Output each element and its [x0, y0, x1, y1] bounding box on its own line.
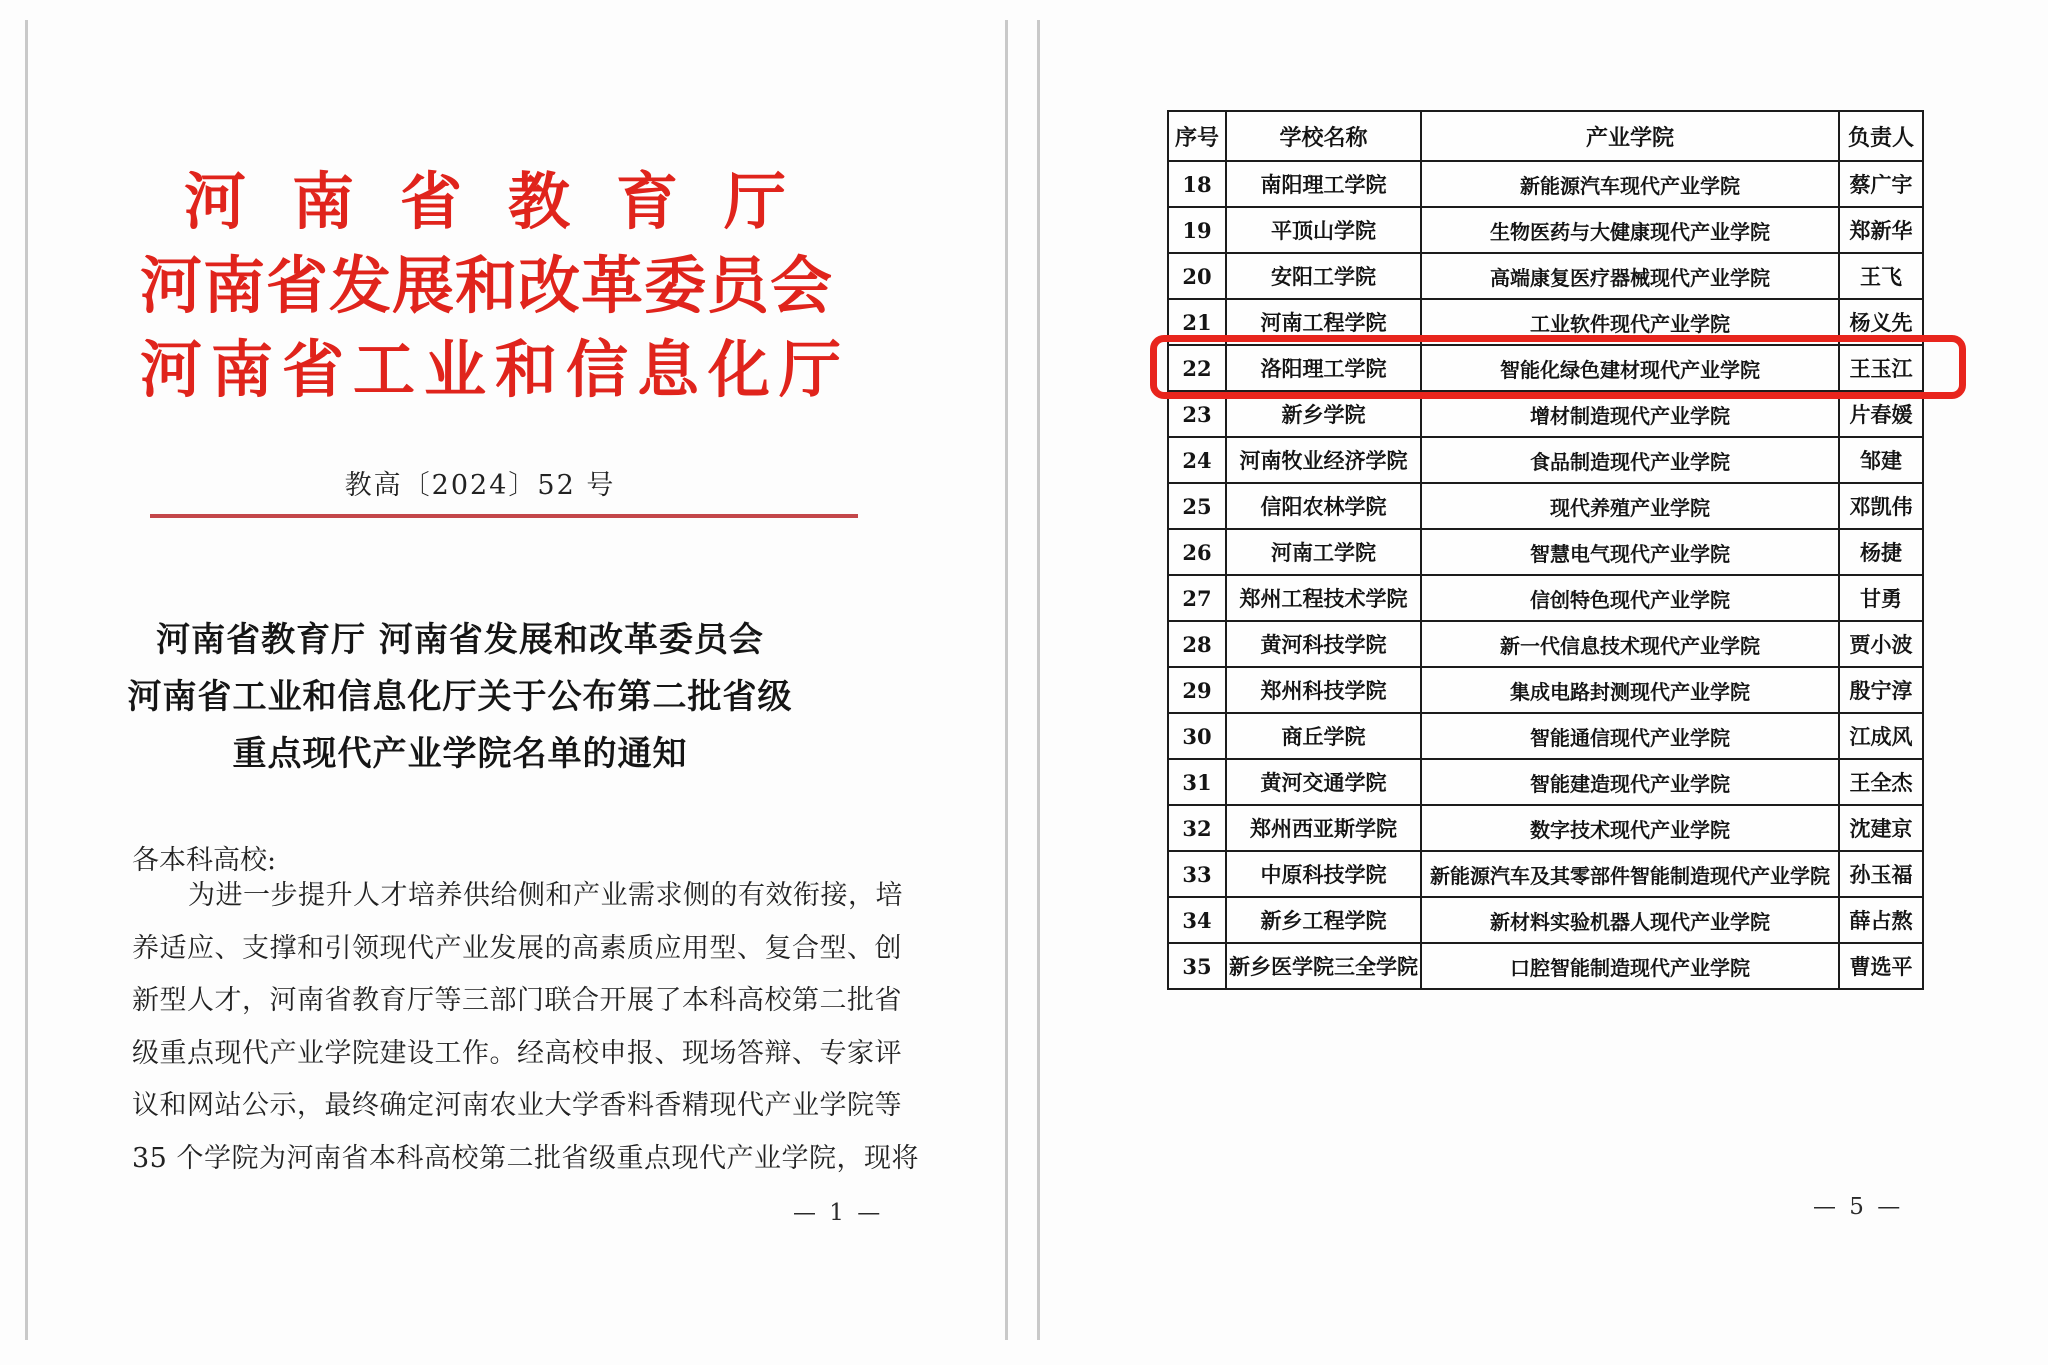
- body-line: 级重点现代产业学院建设工作。经高校申报、现场答辩、专家评: [132, 1037, 902, 1069]
- cell-college: 工业软件现代产业学院: [1421, 299, 1839, 345]
- cell-person: 邓凯伟: [1839, 483, 1923, 529]
- cell-school: 南阳理工学院: [1226, 161, 1421, 207]
- table-row: [1168, 253, 1923, 299]
- cell-college: 智能化绿色建材现代产业学院: [1421, 345, 1839, 391]
- document-letterhead: [140, 160, 851, 412]
- page-edge-line: [1005, 20, 1008, 1340]
- notice-title: [105, 612, 815, 783]
- cell-no: 18: [1168, 161, 1226, 207]
- cell-college: 智慧电气现代产业学院: [1421, 529, 1839, 575]
- cell-no: 31: [1168, 759, 1226, 805]
- cell-college: 高端康复医疗器械现代产业学院: [1421, 253, 1839, 299]
- cell-no: 25: [1168, 483, 1226, 529]
- cell-college: 新材料实验机器人现代产业学院: [1421, 897, 1839, 943]
- cell-person: 邹建: [1839, 437, 1923, 483]
- cell-person: 孙玉福: [1839, 851, 1923, 897]
- table-row: [1168, 299, 1923, 345]
- red-divider-line: [150, 514, 858, 518]
- page-edge-line: [1037, 20, 1040, 1340]
- cell-person: 薛占熬: [1839, 897, 1923, 943]
- table-row: [1168, 437, 1923, 483]
- cell-no: 30: [1168, 713, 1226, 759]
- cell-college: 集成电路封测现代产业学院: [1421, 667, 1839, 713]
- cell-college: 信创特色现代产业学院: [1421, 575, 1839, 621]
- colleges-table-body: [1168, 161, 1923, 989]
- table-row: [1168, 851, 1923, 897]
- agency-name-line: 河南省发展和改革委员会: [140, 249, 834, 322]
- cell-school: 郑州工程技术学院: [1226, 575, 1421, 621]
- cell-school: 洛阳理工学院: [1226, 345, 1421, 391]
- cell-person: 王全杰: [1839, 759, 1923, 805]
- cell-no: 32: [1168, 805, 1226, 851]
- table-row: [1168, 529, 1923, 575]
- cell-no: 24: [1168, 437, 1226, 483]
- cell-person: 贾小波: [1839, 621, 1923, 667]
- cell-person: 王飞: [1839, 253, 1923, 299]
- notice-title-line: 河南省工业和信息化厅关于公布第二批省级: [127, 677, 793, 717]
- cell-college: 数字技术现代产业学院: [1421, 805, 1839, 851]
- table-row: [1168, 161, 1923, 207]
- cell-college: 新能源汽车及其零部件智能制造现代产业学院: [1421, 851, 1839, 897]
- cell-school: 新乡工程学院: [1226, 897, 1421, 943]
- col-header: 序号: [1168, 111, 1226, 161]
- cell-college: 食品制造现代产业学院: [1421, 437, 1839, 483]
- cell-college: 智能建造现代产业学院: [1421, 759, 1839, 805]
- cell-school: 郑州科技学院: [1226, 667, 1421, 713]
- cell-school: 郑州西亚斯学院: [1226, 805, 1421, 851]
- table-row: [1168, 575, 1923, 621]
- cell-school: 新乡学院: [1226, 391, 1421, 437]
- table-header-row: [1168, 111, 1923, 161]
- col-header: 产业学院: [1421, 111, 1839, 161]
- page-number-right: — 5 —: [1813, 1194, 1904, 1220]
- table-row: [1168, 667, 1923, 713]
- table-row: [1168, 621, 1923, 667]
- colleges-table: [1167, 110, 1924, 990]
- table-row: [1168, 345, 1923, 391]
- table-row: [1168, 805, 1923, 851]
- cell-school: 河南工学院: [1226, 529, 1421, 575]
- cell-person: 沈建京: [1839, 805, 1923, 851]
- cell-no: 29: [1168, 667, 1226, 713]
- document-number: 教高〔2024〕52 号: [344, 470, 616, 501]
- cell-school: 平顶山学院: [1226, 207, 1421, 253]
- cell-school: 黄河交通学院: [1226, 759, 1421, 805]
- notice-title-line: 重点现代产业学院名单的通知: [232, 734, 688, 774]
- cell-college: 新能源汽车现代产业学院: [1421, 161, 1839, 207]
- agency-name-line: 河南省教育厅: [183, 165, 832, 238]
- table-row: [1168, 759, 1923, 805]
- col-header: 负责人: [1839, 111, 1923, 161]
- cell-college: 增材制造现代产业学院: [1421, 391, 1839, 437]
- table-row: [1168, 943, 1923, 989]
- cell-person: 殷宁淳: [1839, 667, 1923, 713]
- cell-school: 河南牧业经济学院: [1226, 437, 1421, 483]
- notice-body: [132, 870, 919, 1185]
- cell-college: 新一代信息技术现代产业学院: [1421, 621, 1839, 667]
- col-header: 学校名称: [1226, 111, 1421, 161]
- cell-school: 黄河科技学院: [1226, 621, 1421, 667]
- body-line: 议和网站公示，最终确定河南农业大学香料香精现代产业学院等: [132, 1090, 902, 1121]
- table-row: [1168, 207, 1923, 253]
- body-line: 养适应、支撑和引领现代产业发展的高素质应用型、复合型、创: [132, 932, 902, 964]
- cell-no: 20: [1168, 253, 1226, 299]
- body-line: 新型人才，河南省教育厅等三部门联合开展了本科高校第二批省: [132, 985, 902, 1016]
- cell-no: 33: [1168, 851, 1226, 897]
- cell-school: 商丘学院: [1226, 713, 1421, 759]
- cell-no: 22: [1168, 345, 1226, 391]
- cell-school: 安阳工学院: [1226, 253, 1421, 299]
- salutation: 各本科高校:: [132, 845, 277, 876]
- table-row: [1168, 897, 1923, 943]
- cell-no: 34: [1168, 897, 1226, 943]
- cell-college: 智能通信现代产业学院: [1421, 713, 1839, 759]
- agency-name-line: 河南省工业和信息化厅: [140, 333, 851, 406]
- cell-college: 生物医药与大健康现代产业学院: [1421, 207, 1839, 253]
- table-row: [1168, 391, 1923, 437]
- page-edge-line: [25, 20, 28, 1340]
- cell-school: 信阳农林学院: [1226, 483, 1421, 529]
- cell-person: 甘勇: [1839, 575, 1923, 621]
- table-row: [1168, 483, 1923, 529]
- notice-title-line: 河南省教育厅 河南省发展和改革委员会: [156, 620, 764, 660]
- body-line: 为进一步提升人才培养供给侧和产业需求侧的有效衔接，培: [188, 880, 903, 911]
- cell-no: 35: [1168, 943, 1226, 989]
- cell-school: 新乡医学院三全学院: [1226, 943, 1421, 989]
- cell-person: 曹选平: [1839, 943, 1923, 989]
- cell-no: 26: [1168, 529, 1226, 575]
- cell-person: 杨捷: [1839, 529, 1923, 575]
- page-number-left: — 1 —: [793, 1200, 884, 1226]
- cell-no: 19: [1168, 207, 1226, 253]
- cell-no: 23: [1168, 391, 1226, 437]
- cell-person: 江成风: [1839, 713, 1923, 759]
- body-line: 35 个学院为河南省本科高校第二批省级重点现代产业学院，现将: [132, 1142, 919, 1174]
- table-row: [1168, 713, 1923, 759]
- cell-person: 郑新华: [1839, 207, 1923, 253]
- cell-no: 27: [1168, 575, 1226, 621]
- cell-person: 片春媛: [1839, 391, 1923, 437]
- cell-person: 杨义先: [1839, 299, 1923, 345]
- cell-college: 口腔智能制造现代产业学院: [1421, 943, 1839, 989]
- cell-person: 王玉江: [1839, 345, 1923, 391]
- cell-person: 蔡广宇: [1839, 161, 1923, 207]
- cell-school: 中原科技学院: [1226, 851, 1421, 897]
- cell-school: 河南工程学院: [1226, 299, 1421, 345]
- cell-no: 21: [1168, 299, 1226, 345]
- cell-no: 28: [1168, 621, 1226, 667]
- cell-college: 现代养殖产业学院: [1421, 483, 1839, 529]
